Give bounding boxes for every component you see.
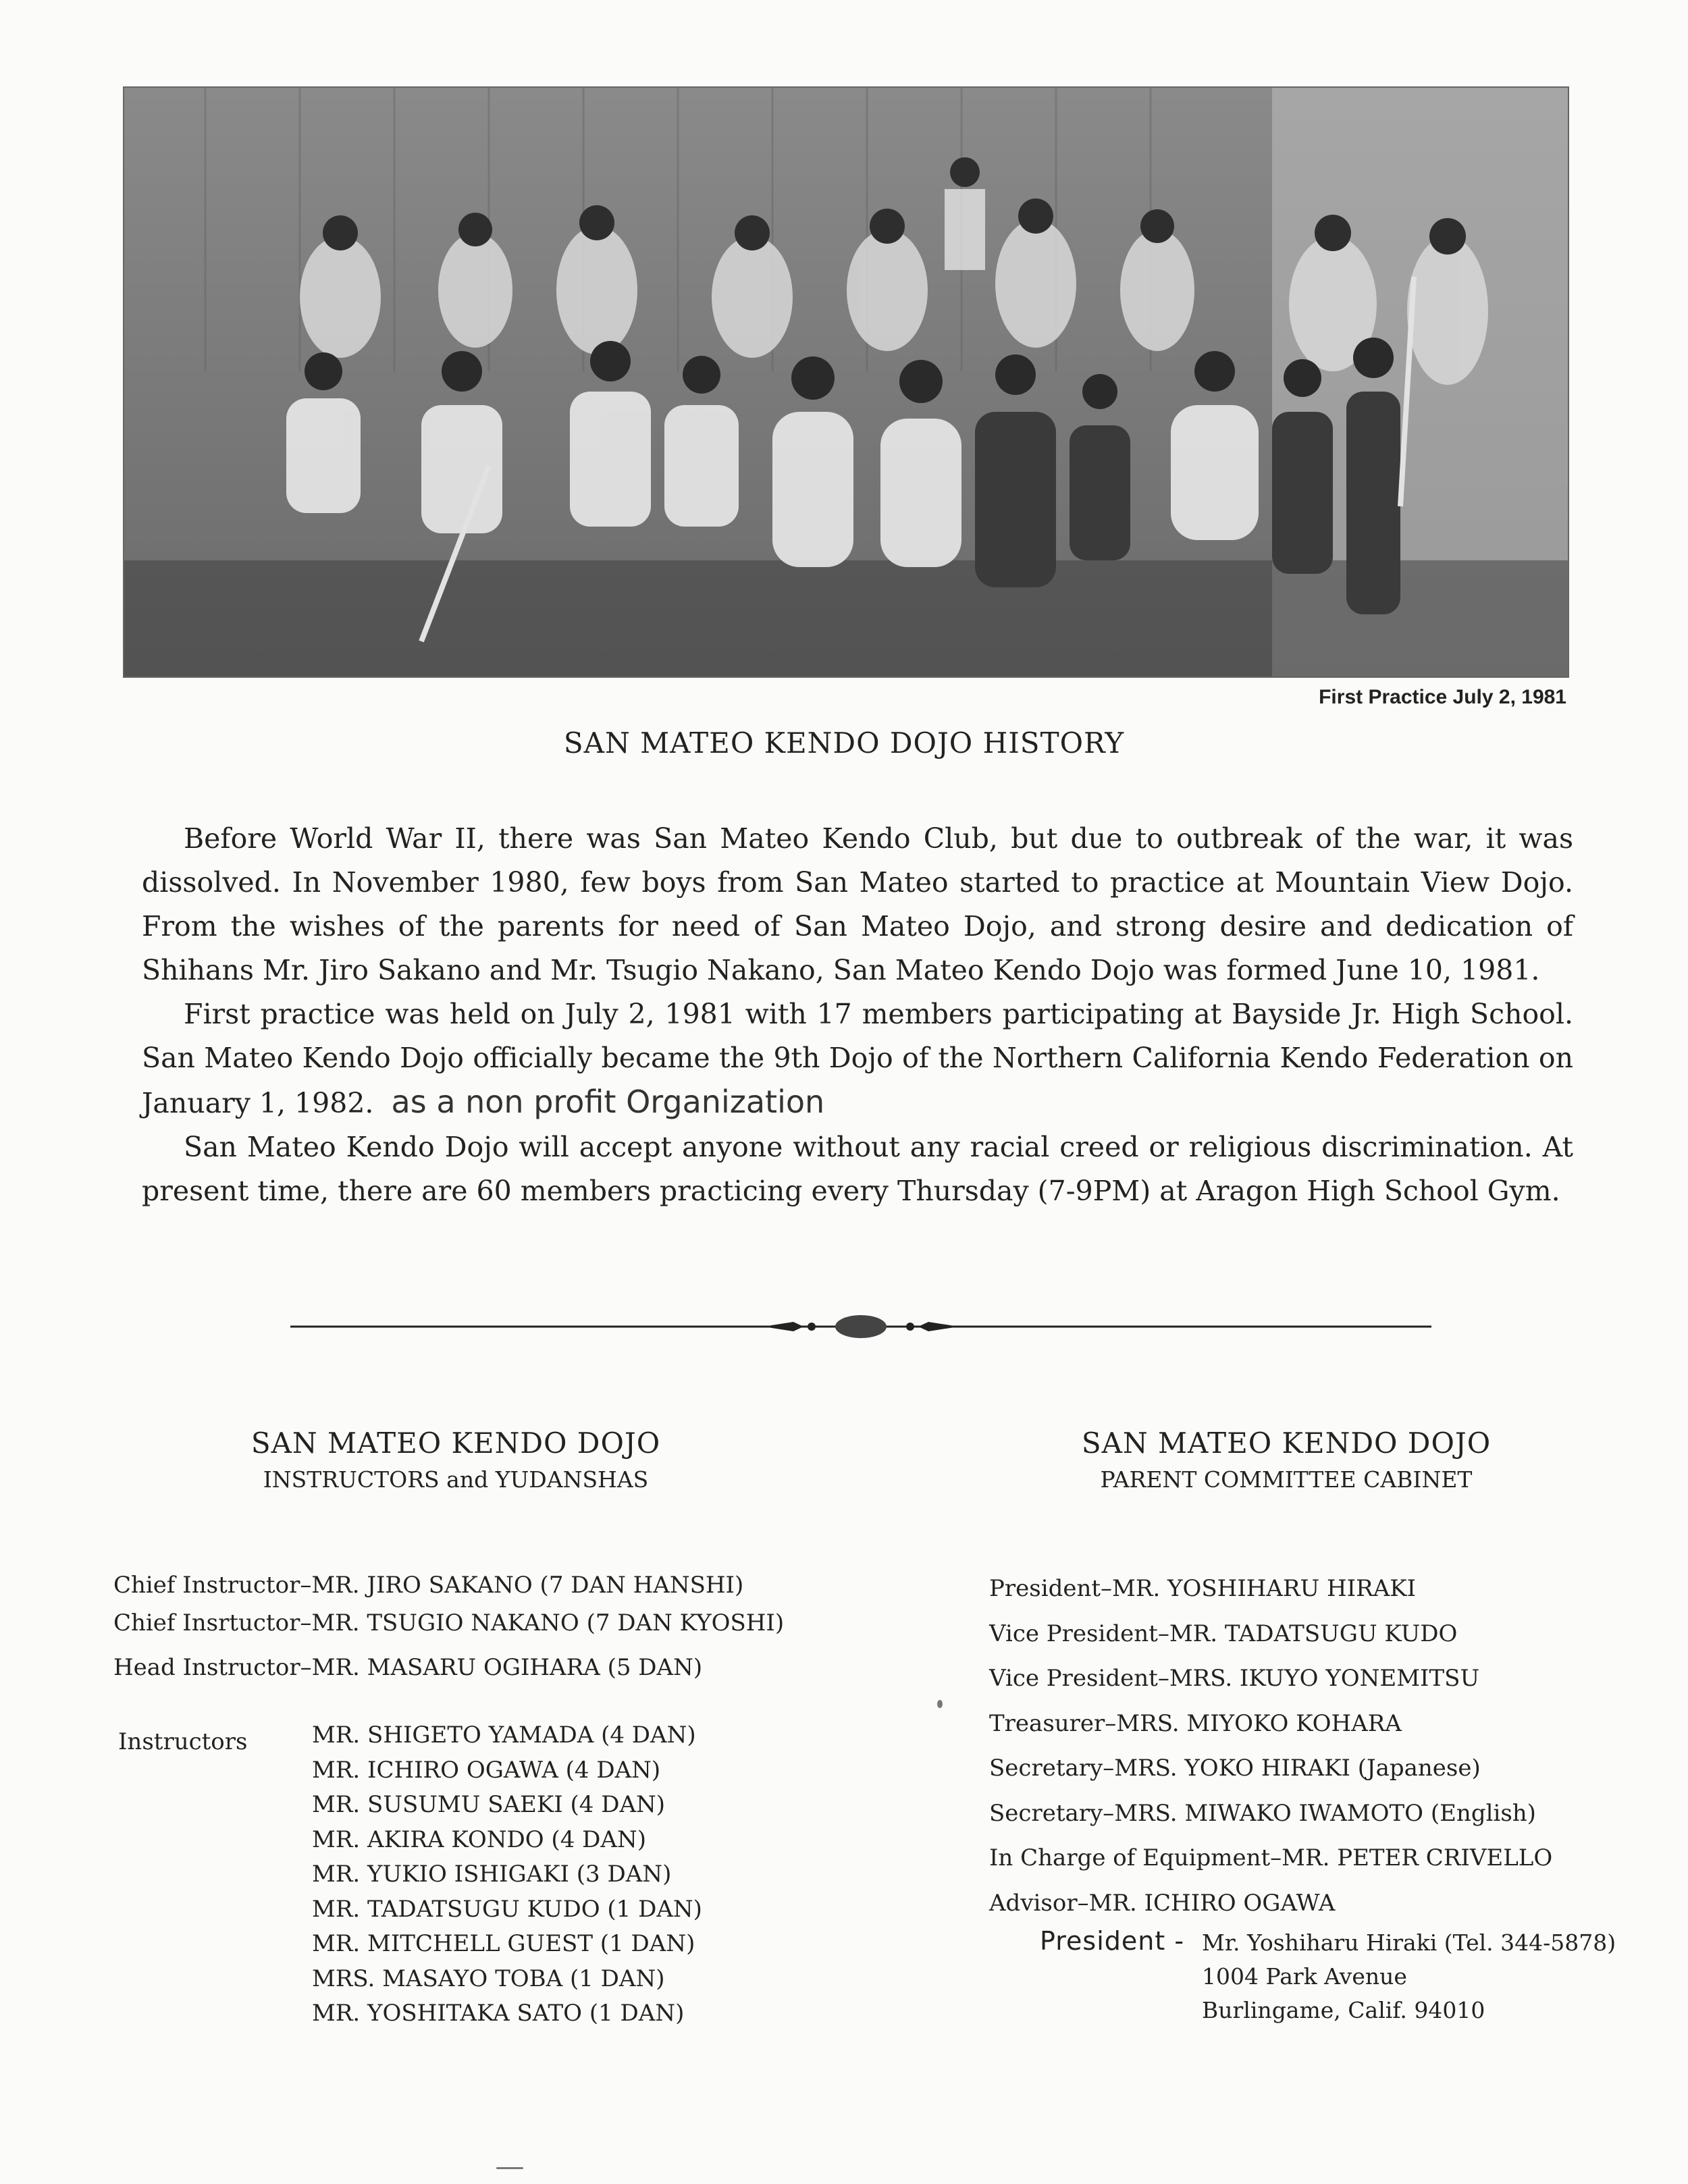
person-name: MR. PETER CRIVELLO: [1282, 1844, 1553, 1871]
role-label: Chief Insrtuctor: [113, 1609, 300, 1636]
role-separator: –: [1157, 1665, 1169, 1692]
person-name: MR. JIRO SAKANO (7 DAN HANSHI): [311, 1572, 744, 1599]
role-label: Head Instructor: [113, 1654, 300, 1681]
scan-speck: [937, 1700, 943, 1708]
list-item: MR. SUSUMU SAEKI (4 DAN): [312, 1791, 666, 1818]
list-item: [989, 1881, 1552, 1926]
president-contact: [1040, 1926, 1616, 2027]
person-name: MR. ICHIRO OGAWA: [1088, 1889, 1336, 1917]
role-label: Secretary: [989, 1799, 1103, 1827]
list-item: [989, 1791, 1552, 1836]
role-label: Chief Instructor: [113, 1572, 300, 1599]
cabinet-heading: [949, 1424, 1624, 1497]
list-item: MR. AKIRA KONDO (4 DAN): [312, 1826, 646, 1853]
instructors-heading: [118, 1424, 793, 1497]
contact-line: 1004 Park Avenue: [1202, 1963, 1407, 1990]
list-item: [989, 1656, 1552, 1701]
person-name: MRS. MIYOKO KOHARA: [1116, 1709, 1402, 1737]
handwritten-addendum: as a non profit Organization: [391, 1084, 825, 1120]
role-separator: –: [300, 1572, 312, 1599]
list-item: [989, 1701, 1552, 1747]
role-separator: –: [300, 1609, 312, 1636]
list-item: [989, 1566, 1552, 1612]
group-photo-image: [124, 88, 1568, 676]
role-separator: –: [1270, 1844, 1282, 1871]
person-name: MR. MASARU OGIHARA (5 DAN): [311, 1654, 703, 1681]
contact-label: President -: [1040, 1926, 1185, 1956]
history-paragraph-text: First practice was held on July 2, 1981 with 17 members participating at Bayside Jr. High School. San Mateo Kendo Dojo officially became the 9th Dojo of the Northern California Kendo Federation on January 1, 1982.: [142, 998, 1573, 1119]
history-title: SAN MATEO KENDO DOJO HISTORY: [563, 726, 1125, 760]
list-item: MRS. MASAYO TOBA (1 DAN): [312, 1965, 665, 1992]
person-name: MRS. IKUYO YONEMITSU: [1169, 1665, 1480, 1692]
cabinet-heading-title: SAN MATEO KENDO DOJO: [1081, 1427, 1492, 1460]
role-label: Treasurer: [989, 1709, 1105, 1737]
role-separator: –: [1077, 1889, 1089, 1917]
history-body: [142, 817, 1573, 1213]
role-label: Vice President: [989, 1620, 1158, 1647]
role-label: In Charge of Equipment: [989, 1844, 1271, 1871]
instructors-heading-title: SAN MATEO KENDO DOJO: [250, 1427, 661, 1460]
history-paragraph: Before World War II, there was San Mateo Kendo Club, but due to outbreak of the war, it was dissolved. In November 1980, few boys from San Mateo started to practice at Mountain View Dojo. From the wishes of the parents for need of San Mateo Dojo, and strong desire and dedication of Shihans Mr. Jiro Sakano and Mr. Tsugio Nakano, San Mateo Kendo Dojo was formed June 10, 1981.: [142, 822, 1573, 986]
instructors-label: Instructors: [118, 1728, 248, 1755]
list-item: [989, 1612, 1552, 1657]
ornamental-divider: [290, 1313, 1431, 1340]
list-item: MR. YUKIO ISHIGAKI (3 DAN): [312, 1861, 672, 1888]
role-separator: –: [1103, 1799, 1115, 1827]
list-item: [989, 1836, 1552, 1881]
cabinet-heading-subtitle: PARENT COMMITTEE CABINET: [1100, 1466, 1473, 1493]
list-item: [113, 1604, 784, 1642]
role-separator: –: [300, 1654, 312, 1681]
person-name: MR. TADATSUGU KUDO: [1169, 1620, 1458, 1647]
list-item: MR. MITCHELL GUEST (1 DAN): [312, 1930, 695, 1957]
cabinet-list: [989, 1566, 1552, 1925]
list-item: MR. SHIGETO YAMADA (4 DAN): [312, 1722, 696, 1749]
list-item: MR. YOSHITAKA SATO (1 DAN): [312, 2000, 685, 2027]
contact-line: Burlingame, Calif. 94010: [1202, 1997, 1485, 2023]
contact-line: Mr. Yoshiharu Hiraki (Tel. 344-5878): [1202, 1929, 1616, 1956]
role-label: President: [989, 1575, 1101, 1602]
contact-address: [1202, 1926, 1616, 2027]
role-separator: –: [1103, 1755, 1115, 1782]
role-separator: –: [1105, 1709, 1117, 1737]
instructors-heading-subtitle: INSTRUCTORS and YUDANSHAS: [263, 1466, 649, 1493]
person-name: MR. YOSHIHARU HIRAKI: [1112, 1575, 1417, 1602]
history-paragraph: San Mateo Kendo Dojo will accept anyone without any racial creed or religious discrimination. At present time, there are 60 members practicing every Thursday (7-9PM) at Aragon High School Gym.: [142, 1131, 1573, 1207]
history-paragraph: [142, 992, 1573, 1125]
person-name: MR. TSUGIO NAKANO (7 DAN KYOSHI): [311, 1609, 785, 1636]
list-item: MR. ICHIRO OGAWA (4 DAN): [312, 1756, 661, 1784]
person-name: MRS. YOKO HIRAKI (Japanese): [1114, 1755, 1481, 1782]
role-label: Vice President: [989, 1665, 1158, 1692]
list-item: [113, 1566, 784, 1604]
instructors-list: [312, 1718, 702, 2031]
role-label: Secretary: [989, 1755, 1103, 1782]
person-name: MRS. MIWAKO IWAMOTO (English): [1114, 1799, 1536, 1827]
group-photo: [123, 86, 1569, 678]
photo-caption: First Practice July 2, 1981: [1319, 686, 1566, 708]
scan-speck: [496, 2167, 523, 2169]
chief-instructors-list: [113, 1566, 784, 1686]
role-label: Advisor: [989, 1889, 1078, 1917]
list-item: [113, 1649, 784, 1686]
list-item: MR. TADATSUGU KUDO (1 DAN): [312, 1895, 702, 1923]
role-separator: –: [1157, 1620, 1169, 1647]
role-separator: –: [1101, 1575, 1113, 1602]
list-item: [989, 1746, 1552, 1791]
